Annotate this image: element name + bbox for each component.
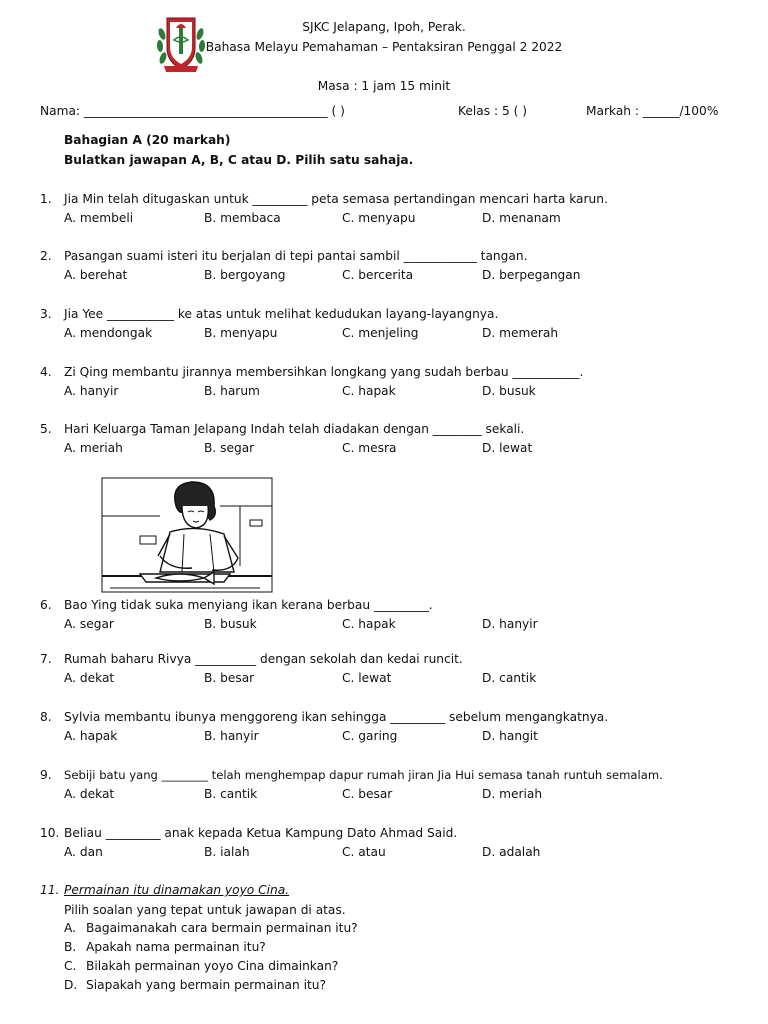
illustration-cleaning-fish xyxy=(100,476,274,594)
question-number: 7. xyxy=(40,652,52,666)
option-c[interactable]: C. besar xyxy=(342,787,393,801)
option-c[interactable]: C. hapak xyxy=(342,384,396,398)
option-a[interactable]: A. dekat xyxy=(64,787,115,801)
question-number: 3. xyxy=(40,307,52,321)
question-stem: Sylvia membantu ibunya menggoreng ikan sehingga _________ sebelum mengangkatnya. xyxy=(64,710,609,724)
question-number: 6. xyxy=(40,598,52,612)
option-b[interactable]: B. bergoyang xyxy=(204,268,286,282)
option-b[interactable]: B. membaca xyxy=(204,211,281,225)
section-title: Bahagian A (20 markah) xyxy=(64,133,231,147)
name-field-label: Nama: ________________________________________ ( ) xyxy=(40,104,345,118)
option-d[interactable]: D. berpegangan xyxy=(482,268,581,282)
class-field-label: Kelas : 5 ( ) xyxy=(458,104,527,118)
question-stem: Sebiji batu yang ________ telah menghempap dapur rumah jiran Jia Hui semasa tanah runtuh semalam. xyxy=(64,768,663,782)
option-a[interactable] xyxy=(64,921,358,935)
question-number: 8. xyxy=(40,710,52,724)
question-stem: Jia Yee ___________ ke atas untuk melihat kedudukan layang-layangnya. xyxy=(64,307,499,321)
option-c[interactable]: C. atau xyxy=(342,845,386,859)
option-a[interactable]: A. hanyir xyxy=(64,384,119,398)
exam-subject: Bahasa Melayu Pemahaman – Pentaksiran Penggal 2 2022 xyxy=(205,40,563,54)
option-b[interactable]: B. hanyir xyxy=(204,729,259,743)
option-c[interactable]: C. menjeling xyxy=(342,326,419,340)
option-a[interactable]: A. dan xyxy=(64,845,103,859)
question-number: 5. xyxy=(40,422,52,436)
option-b[interactable]: B. cantik xyxy=(204,787,258,801)
option-d[interactable]: D. hanyir xyxy=(482,617,538,631)
option-d[interactable]: D. hangit xyxy=(482,729,538,743)
option-b[interactable]: B. menyapu xyxy=(204,326,278,340)
option-b[interactable]: B. busuk xyxy=(204,617,257,631)
option-a[interactable]: A. membeli xyxy=(64,211,134,225)
option-a[interactable]: A. dekat xyxy=(64,671,115,685)
option-d[interactable]: D. menanam xyxy=(482,211,561,225)
option-c[interactable]: C. bercerita xyxy=(342,268,414,282)
question-number: 1. xyxy=(40,192,52,206)
question-stem: Rumah baharu Rivya __________ dengan sekolah dan kedai runcit. xyxy=(64,652,463,666)
option-a[interactable]: A. berehat xyxy=(64,268,128,282)
option-c[interactable]: C. mesra xyxy=(342,441,397,455)
option-letter: C. xyxy=(64,959,77,973)
option-a[interactable]: A. meriah xyxy=(64,441,123,455)
option-text: Bagaimanakah cara bermain permainan itu? xyxy=(86,921,358,935)
option-c[interactable]: C. garing xyxy=(342,729,398,743)
option-text: Siapakah yang bermain permainan itu? xyxy=(86,978,326,992)
option-b[interactable]: B. harum xyxy=(204,384,260,398)
school-name: SJKC Jelapang, Ipoh, Perak. xyxy=(302,20,466,34)
question-stem: Jia Min telah ditugaskan untuk _________ peta semasa pertandingan mencari harta karun. xyxy=(64,192,608,206)
option-c[interactable]: C. lewat xyxy=(342,671,392,685)
option-d[interactable]: D. busuk xyxy=(482,384,536,398)
option-d[interactable]: D. lewat xyxy=(482,441,533,455)
question-stem: Zi Qing membantu jirannya membersihkan longkang yang sudah berbau ___________. xyxy=(64,365,584,379)
option-c[interactable]: C. hapak xyxy=(342,617,396,631)
option-a[interactable]: A. hapak xyxy=(64,729,118,743)
question-stem: Pasangan suami isteri itu berjalan di tepi pantai sambil ____________ tangan. xyxy=(64,249,528,263)
option-d[interactable]: D. adalah xyxy=(482,845,541,859)
question-number: 10. xyxy=(40,826,60,840)
option-text: Apakah nama permainan itu? xyxy=(86,940,266,954)
marks-field-label: Markah : ______/100% xyxy=(586,104,719,118)
option-c[interactable] xyxy=(64,959,338,973)
option-letter: D. xyxy=(64,978,78,992)
question-number: 9. xyxy=(40,768,52,782)
option-a[interactable]: A. segar xyxy=(64,617,114,631)
option-b[interactable]: B. ialah xyxy=(204,845,250,859)
option-d[interactable] xyxy=(64,978,326,992)
question-stem: Hari Keluarga Taman Jelapang Indah telah diadakan dengan ________ sekali. xyxy=(64,422,525,436)
option-letter: A. xyxy=(64,921,76,935)
option-b[interactable] xyxy=(64,940,266,954)
question-answer-statement: Permainan itu dinamakan yoyo Cina. xyxy=(64,883,290,897)
question-stem: Beliau _________ anak kepada Ketua Kampung Dato Ahmad Said. xyxy=(64,826,458,840)
question-stem: Bao Ying tidak suka menyiang ikan kerana berbau _________. xyxy=(64,598,433,612)
exam-duration: Masa : 1 jam 15 minit xyxy=(317,79,451,93)
question-number: 11. xyxy=(40,883,60,897)
option-c[interactable]: C. menyapu xyxy=(342,211,416,225)
option-d[interactable]: D. meriah xyxy=(482,787,543,801)
question-number: 2. xyxy=(40,249,52,263)
section-instruction: Bulatkan jawapan A, B, C atau D. Pilih satu sahaja. xyxy=(64,153,414,167)
option-text: Bilakah permainan yoyo Cina dimainkan? xyxy=(86,959,339,973)
option-letter: B. xyxy=(64,940,77,954)
option-b[interactable]: B. besar xyxy=(204,671,255,685)
question-number: 4. xyxy=(40,365,52,379)
option-b[interactable]: B. segar xyxy=(204,441,255,455)
option-d[interactable]: D. cantik xyxy=(482,671,537,685)
option-d[interactable]: D. memerah xyxy=(482,326,559,340)
question-instruction: Pilih soalan yang tepat untuk jawapan di atas. xyxy=(64,903,346,917)
option-a[interactable]: A. mendongak xyxy=(64,326,153,340)
